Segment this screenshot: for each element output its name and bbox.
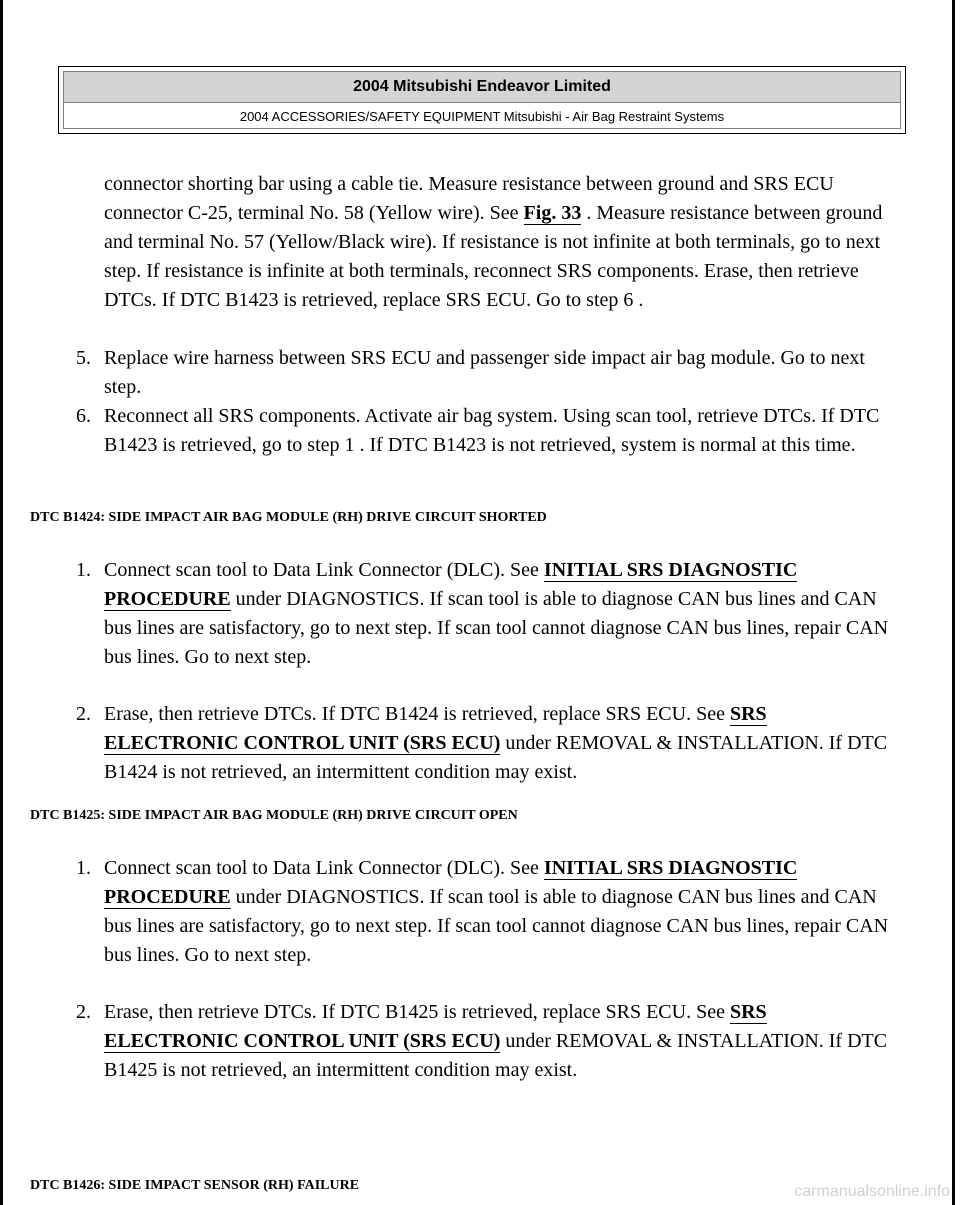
intro-text-b: . Measure resistance between ground and terminal No. 57 (Yellow/Black wire). If resistance is not infinite at both terminals, go to next step. If resistance is infinite at both terminals, reconnect SRS components. Erase, then retrieve DTCs. If DTC B1423 is retrieved, replace SRS ECU. Go to step 6 .: [104, 202, 883, 311]
step-text-a: Connect scan tool to Data Link Connector (DLC). See: [104, 559, 544, 581]
step-text-a: Connect scan tool to Data Link Connector (DLC). See: [104, 857, 544, 879]
step-number: 2.: [76, 1001, 91, 1023]
step-text: Replace wire harness between SRS ECU and passenger side impact air bag module. Go to next step.: [104, 347, 865, 398]
section1-step-6: [76, 402, 906, 460]
step-text-b: under REMOVAL & INSTALLATION. If DTC B1424 is not retrieved, an intermittent condition may exist.: [104, 732, 888, 783]
step-text-a: Erase, then retrieve DTCs. If DTC B1425 is retrieved, replace SRS ECU. See: [104, 1001, 730, 1023]
dtc-b1425-step-1: [76, 854, 906, 970]
document-subtitle: 2004 ACCESSORIES/SAFETY EQUIPMENT Mitsubishi - Air Bag Restraint Systems: [64, 103, 900, 128]
step-text-b: under REMOVAL & INSTALLATION. If DTC B1425 is not retrieved, an intermittent condition may exist.: [104, 1030, 888, 1081]
dtc-b1424-step-2: [76, 700, 906, 787]
step-text-b: under DIAGNOSTICS. If scan tool is able to diagnose CAN bus lines and CAN bus lines are satisfactory, go to next step. If scan tool cannot diagnose CAN bus lines, repair CAN bus lines. Go to next step.: [104, 886, 889, 966]
site-watermark: carmanualsonline.info: [794, 1183, 950, 1200]
step-text-a: Erase, then retrieve DTCs. If DTC B1424 is retrieved, replace SRS ECU. See: [104, 703, 730, 725]
document-header-inner: [63, 71, 901, 129]
fig-33-link[interactable]: Fig. 33: [523, 202, 582, 224]
intro-paragraph: [104, 170, 904, 315]
step-text-b: under DIAGNOSTICS. If scan tool is able to diagnose CAN bus lines and CAN bus lines are satisfactory, go to next step. If scan tool cannot diagnose CAN bus lines, repair CAN bus lines. Go to next step.: [104, 588, 889, 668]
dtc-b1424-step-1: [76, 556, 906, 672]
step-text: [104, 854, 906, 970]
intro-text-a: connector shorting bar using a cable tie. Measure resistance between ground and SRS ECU connector C-25, terminal No. 58 (Yellow wire). See: [104, 173, 834, 224]
initial-srs-diagnostic-procedure-link[interactable]: INITIAL SRS DIAGNOSTIC PROCEDURE: [104, 559, 798, 610]
initial-srs-diagnostic-procedure-link[interactable]: INITIAL SRS DIAGNOSTIC PROCEDURE: [104, 857, 798, 908]
step-text: Reconnect all SRS components. Activate air bag system. Using scan tool, retrieve DTCs. If DTC B1423 is retrieved, go to step 1 . If DTC B1423 is not retrieved, system is normal at this time.: [104, 405, 880, 456]
srs-ecu-link[interactable]: SRS ELECTRONIC CONTROL UNIT (SRS ECU): [104, 703, 767, 754]
srs-ecu-link[interactable]: SRS ELECTRONIC CONTROL UNIT (SRS ECU): [104, 1001, 767, 1052]
step-number: 1.: [76, 857, 91, 879]
step-number: 6.: [76, 405, 91, 427]
step-number: 1.: [76, 559, 91, 581]
step-number: 2.: [76, 703, 91, 725]
step-number: 5.: [76, 347, 91, 369]
step-text: [104, 700, 906, 787]
step-text: [104, 556, 906, 672]
step-text: [104, 998, 906, 1085]
section1-step-5: [76, 344, 906, 402]
dtc-b1425-step-2: [76, 998, 906, 1085]
dtc-b1425-heading: DTC B1425: SIDE IMPACT AIR BAG MODULE (RH) DRIVE CIRCUIT OPEN: [30, 808, 518, 823]
document-header: [58, 66, 906, 134]
dtc-b1426-heading: DTC B1426: SIDE IMPACT SENSOR (RH) FAILURE: [30, 1178, 360, 1193]
document-title: 2004 Mitsubishi Endeavor Limited: [64, 72, 900, 103]
dtc-b1424-heading: DTC B1424: SIDE IMPACT AIR BAG MODULE (RH) DRIVE CIRCUIT SHORTED: [30, 510, 547, 525]
